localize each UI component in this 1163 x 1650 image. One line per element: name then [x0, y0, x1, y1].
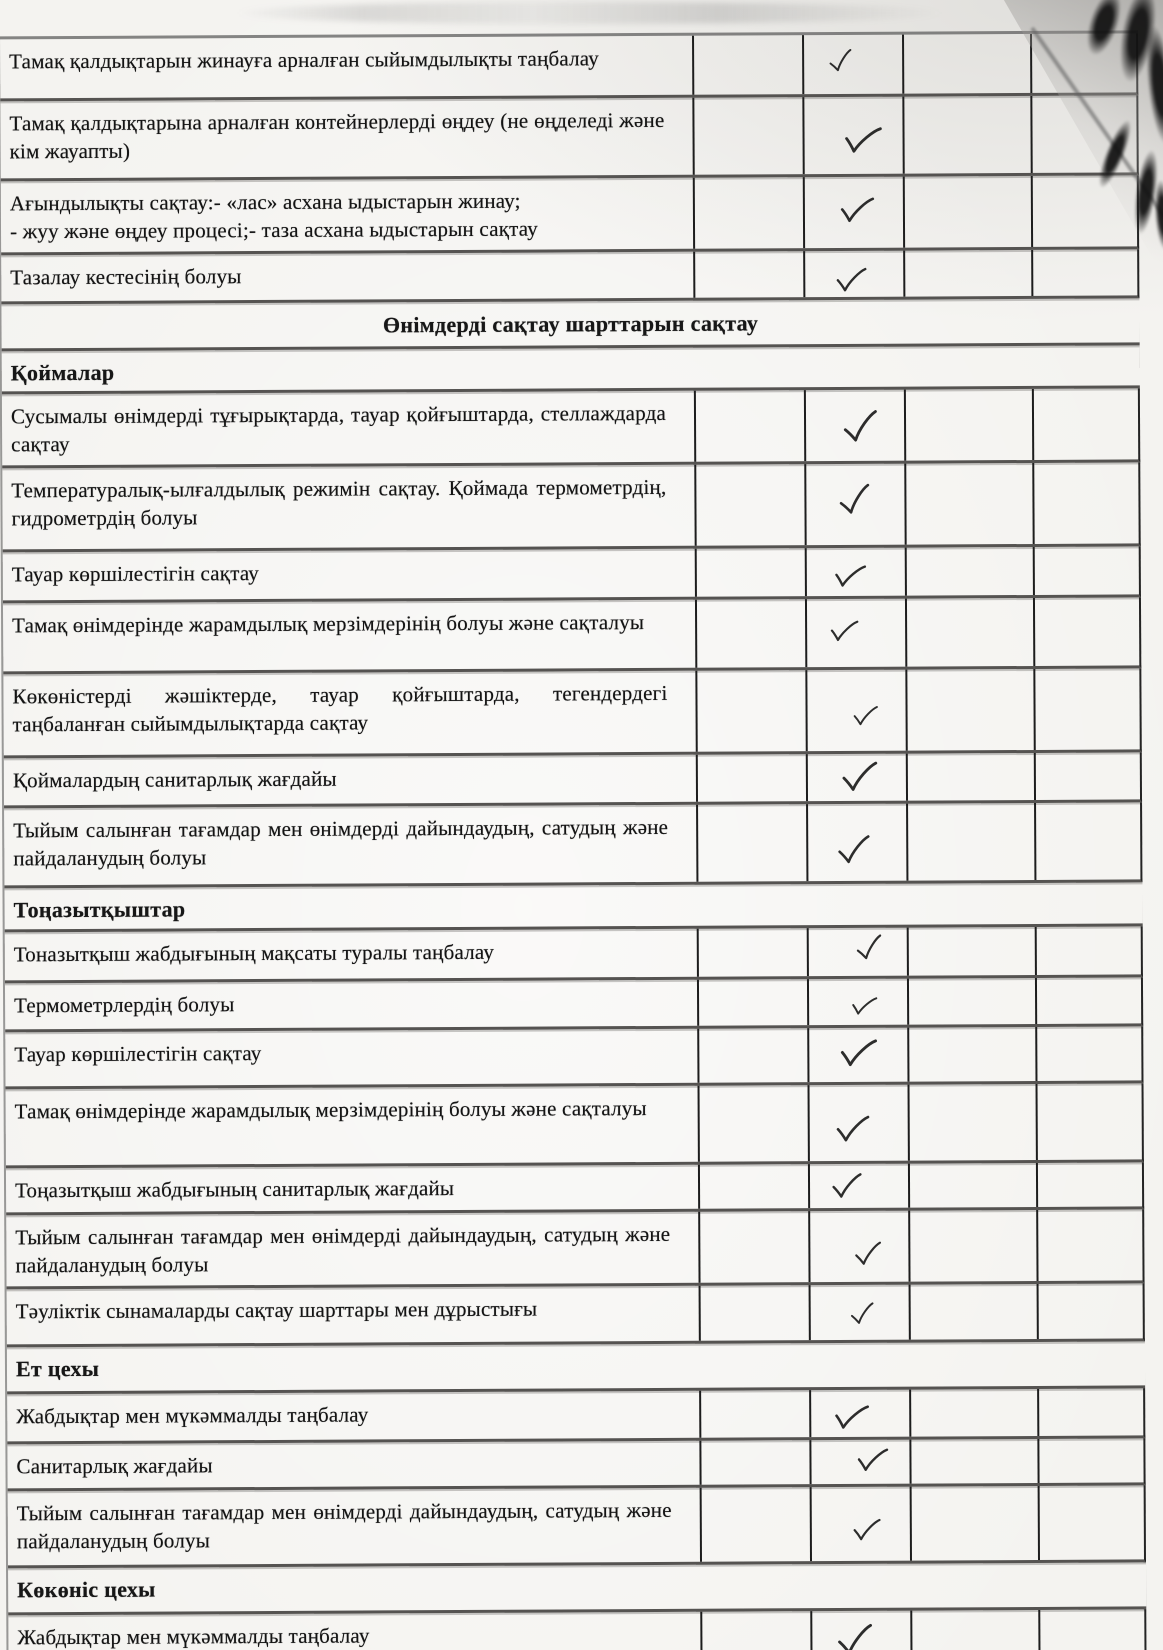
checkmark-icon	[834, 1113, 871, 1144]
row-label-cell	[1, 252, 693, 302]
checkmark-cell	[806, 753, 906, 801]
blank-cell-3	[1034, 802, 1139, 880]
blank-cell-2	[907, 978, 1035, 1025]
subsection-title: Көкөніс цехы	[17, 1576, 156, 1602]
blank-cell-2	[907, 1027, 1035, 1082]
checkmark-icon	[840, 761, 879, 793]
table-row	[2, 388, 1140, 468]
row-label-cell	[8, 1611, 700, 1650]
row-label-cell	[8, 1487, 700, 1565]
checkmark-icon	[831, 1400, 871, 1434]
blank-cell-3	[1031, 249, 1136, 296]
checkmark-cell	[807, 927, 907, 976]
checkmark-icon	[841, 121, 884, 158]
checkmark-icon	[855, 1445, 890, 1475]
blank-cell-3	[1036, 1209, 1141, 1281]
table-row	[5, 926, 1143, 983]
row-label-cell	[1, 178, 693, 252]
blank-cell-1	[696, 754, 806, 802]
checkmark-icon	[848, 1302, 877, 1327]
blank-cell-3	[1034, 752, 1139, 800]
blank-cell-2	[903, 176, 1031, 248]
row-label: Тамақ өнімдерінде жарамдылық мерзімдерінің болуы және сақталуы	[12, 609, 645, 638]
row-label-cell	[7, 1285, 699, 1344]
blank-cell-1	[694, 464, 804, 546]
blank-cell-1	[696, 804, 806, 882]
row-label-cell	[7, 1440, 699, 1488]
blank-cell-2	[910, 1486, 1038, 1561]
row-label: Сусымалы өнімдерді тұғырықтарда, тауар қойғыштарда, стеллаждарда сақтау	[10, 400, 667, 457]
blank-cell-2	[908, 1163, 1036, 1208]
row-label-cell	[3, 548, 695, 600]
blank-cell-1	[693, 177, 803, 248]
checkmark-icon	[851, 1517, 882, 1543]
blank-cell-3	[1037, 1438, 1142, 1483]
checkmark-cell	[803, 177, 903, 248]
checkmark-cell	[808, 1163, 908, 1208]
row-label: Ағындылықты сақтау:- «лас» асхана ыдыстарын жинау; - жуу және өңдеу процесі;- таза асхана ыдыстарын сақтау	[9, 188, 538, 244]
row-label: Санитарлық жағдайы	[16, 1452, 213, 1478]
blank-cell-1	[692, 35, 802, 95]
checkmark-icon	[838, 194, 876, 227]
checkmark-cell	[803, 250, 903, 297]
table-row	[3, 668, 1141, 758]
checkmark-icon	[852, 705, 880, 728]
checkmark-cell	[809, 1439, 909, 1484]
checkmark-cell	[805, 598, 905, 667]
scan-smudge	[235, 2, 945, 24]
blank-cell-3	[1038, 1485, 1143, 1560]
blank-cell-3	[1035, 977, 1140, 1024]
checkmark-icon	[831, 1172, 864, 1199]
blank-cell-3	[1032, 462, 1137, 544]
section-title: Өнімдерді сақтау шарттарын сақтау	[382, 310, 759, 338]
blank-cell-2	[904, 463, 1032, 545]
subsection-header-row	[8, 1562, 1146, 1615]
blank-cell-1	[698, 1085, 808, 1162]
table-row	[3, 546, 1141, 603]
row-label-cell	[2, 464, 694, 549]
checkmark-icon	[835, 1623, 876, 1650]
table-row	[7, 1388, 1145, 1444]
row-label-cell	[5, 928, 697, 980]
blank-cell-1	[695, 548, 805, 597]
blank-cell-2	[905, 669, 1033, 751]
checkmark-cell	[808, 1084, 908, 1161]
blank-cell-2	[906, 803, 1034, 881]
blank-cell-2	[904, 389, 1032, 461]
table-row	[3, 597, 1141, 674]
checkmark-icon	[828, 617, 860, 644]
checkmark-cell	[807, 1027, 907, 1082]
checklist-table	[0, 30, 1146, 1650]
table-row	[4, 802, 1142, 888]
table-row	[1, 249, 1139, 304]
blank-cell-2	[909, 1284, 1037, 1340]
row-label-cell	[4, 754, 696, 805]
blank-cell-2	[902, 34, 1030, 94]
blank-cell-2	[903, 250, 1031, 297]
row-label: Тамақ қалдықтарына арналған контейнерлерді өңдеу (не өңделеді және кім жауапты)	[9, 107, 665, 164]
row-label: Тазалау кестесінің болуы	[10, 263, 242, 290]
checkmark-cell	[802, 97, 902, 175]
blank-cell-2	[910, 1610, 1038, 1650]
checkmark-icon	[826, 48, 856, 74]
blank-cell-2	[908, 1084, 1036, 1161]
table-row	[8, 1485, 1146, 1568]
checkmark-icon	[832, 560, 868, 592]
table-row	[6, 1162, 1144, 1215]
blank-cell-3	[1036, 1162, 1141, 1207]
subsection-title: Ет цехы	[15, 1355, 100, 1381]
blank-cell-1	[698, 1211, 808, 1283]
blank-cell-1	[693, 251, 803, 298]
checkmark-icon	[849, 993, 879, 1019]
blank-cell-3	[1033, 668, 1138, 750]
table-row	[4, 752, 1142, 808]
table-row	[2, 462, 1140, 552]
row-label: Термометрлердің болуы	[14, 991, 235, 1018]
blank-cell-2	[907, 927, 1035, 976]
row-label-cell	[3, 670, 695, 755]
checkmark-cell	[809, 1284, 909, 1340]
table-row	[1, 175, 1139, 255]
subsection-title: Тоңазытқыштар	[13, 896, 186, 923]
blank-cell-1	[697, 928, 807, 977]
section-header-row	[1, 298, 1139, 351]
row-label-cell	[6, 1211, 698, 1286]
checkmark-cell	[806, 803, 906, 881]
blank-cell-2	[909, 1439, 1037, 1484]
row-label-cell	[2, 391, 694, 465]
blank-cell-1	[692, 97, 802, 175]
subsection-header-row	[7, 1341, 1145, 1394]
table-row	[7, 1283, 1145, 1347]
blank-cell-1	[700, 1487, 810, 1562]
checkmark-cell	[802, 35, 902, 95]
row-label: Көкөністерді жәшіктерде, тауар қойғыштарда, тегендердегі таңбаланған сыйымдылықтарда сақтау	[12, 680, 668, 736]
table-row	[5, 977, 1143, 1032]
checkmark-cell	[805, 669, 905, 751]
table-row	[7, 1438, 1145, 1491]
table-row	[5, 1026, 1143, 1089]
row-label-cell	[5, 1028, 697, 1086]
blank-cell-1	[699, 1390, 809, 1438]
row-label: Қоймалардың санитарлық жағдайы	[12, 766, 337, 793]
blank-cell-1	[699, 1285, 809, 1341]
blank-cell-1	[697, 979, 807, 1026]
table-row	[6, 1209, 1144, 1289]
blank-cell-3	[1033, 546, 1138, 595]
blank-cell-2	[908, 1210, 1036, 1282]
blank-cell-3	[1035, 926, 1140, 975]
checkmark-cell	[809, 1389, 909, 1437]
checkmark-cell	[804, 389, 904, 460]
table-row	[8, 1609, 1146, 1650]
checkmark-cell	[804, 463, 904, 545]
table-row	[0, 33, 1138, 101]
checkmark-cell	[808, 1210, 908, 1282]
blank-cell-1	[698, 1164, 808, 1209]
blank-cell-3	[1036, 1083, 1141, 1160]
row-label: Тыйым салынған тағамдар мен өнімдерді дайындаудың, сатудың және пайдаланудың болуы	[15, 1221, 671, 1277]
checkmark-icon	[840, 409, 882, 445]
blank-cell-3	[1035, 1026, 1140, 1081]
blank-cell-1	[700, 1611, 810, 1650]
row-label-cell	[4, 804, 696, 885]
checkmark-icon	[835, 483, 875, 518]
blank-cell-2	[909, 1389, 1037, 1437]
row-label: Тамақ өнімдерінде жарамдылық мерзімдерінің болуы және сақталуы	[14, 1095, 647, 1124]
table-row	[0, 95, 1138, 181]
checkmark-cell	[805, 547, 905, 596]
row-label: Жабдықтар мен мүкәммалды таңбалау	[17, 1623, 370, 1649]
row-label: Тауар көршілестігін сақтау	[11, 560, 260, 587]
row-label-cell	[0, 98, 692, 179]
checkmark-cell	[807, 978, 907, 1025]
checkmark-cell	[810, 1486, 910, 1561]
blank-cell-3	[1037, 1388, 1142, 1436]
blank-cell-1	[695, 670, 805, 752]
subsection-header-row	[2, 345, 1140, 394]
checkmark-icon	[836, 834, 873, 865]
row-label: Жабдықтар мен мүкәммалды таңбалау	[16, 1402, 369, 1428]
blank-cell-1	[697, 1028, 807, 1083]
checkmark-icon	[834, 266, 868, 294]
blank-cell-2	[905, 598, 1033, 667]
blank-cell-1	[694, 390, 804, 461]
row-label: Тыйым салынған тағамдар мен өнімдерді дайындаудың, сатудың және пайдаланудың болуы	[16, 1497, 672, 1553]
row-label: Тоңазытқыш жабдығының санитарлық жағдайы	[14, 1175, 455, 1203]
blank-cell-2	[906, 753, 1034, 801]
row-label-cell	[7, 1390, 699, 1441]
subsection-title: Қоймалар	[10, 359, 115, 386]
blank-cell-3	[1038, 1609, 1143, 1650]
row-label-cell	[3, 599, 695, 671]
row-label-cell	[6, 1164, 698, 1212]
row-label: Тамақ қалдықтарын жинауға арналған сыйымдылықты таңбалау	[9, 46, 599, 74]
row-label: Тауар көршілестігін сақтау	[14, 1040, 262, 1067]
checkmark-icon	[853, 1241, 884, 1267]
subsection-header-row	[4, 882, 1142, 932]
checkmark-icon	[837, 1035, 879, 1071]
row-label: Температуралық-ылғалдылық режимін сақтау. Қоймада термометрдің, гидрометрдің болуы	[11, 474, 667, 530]
blank-cell-2	[902, 96, 1030, 174]
table-row	[6, 1083, 1144, 1168]
checkmark-icon	[853, 933, 886, 962]
blank-cell-3	[1033, 597, 1138, 666]
blank-cell-2	[905, 547, 1033, 596]
blank-cell-3	[1032, 388, 1137, 459]
blank-cell-3	[1037, 1283, 1142, 1339]
blank-cell-1	[695, 599, 805, 668]
checkmark-cell	[810, 1610, 910, 1650]
row-label: Тәуліктік сынамаларды сақтау шарттары мен дұрыстығы	[15, 1296, 538, 1323]
row-label: Тоназытқыш жабдығының мақсаты туралы таңбалау	[13, 939, 495, 967]
row-label-cell	[5, 979, 697, 1029]
row-label: Тыйым салынған тағамдар мен өнімдерді дайындаудың, сатудың және пайдаланудың болуы	[13, 814, 669, 870]
blank-cell-1	[699, 1440, 809, 1485]
row-label-cell	[6, 1085, 698, 1165]
row-label-cell	[0, 36, 692, 99]
